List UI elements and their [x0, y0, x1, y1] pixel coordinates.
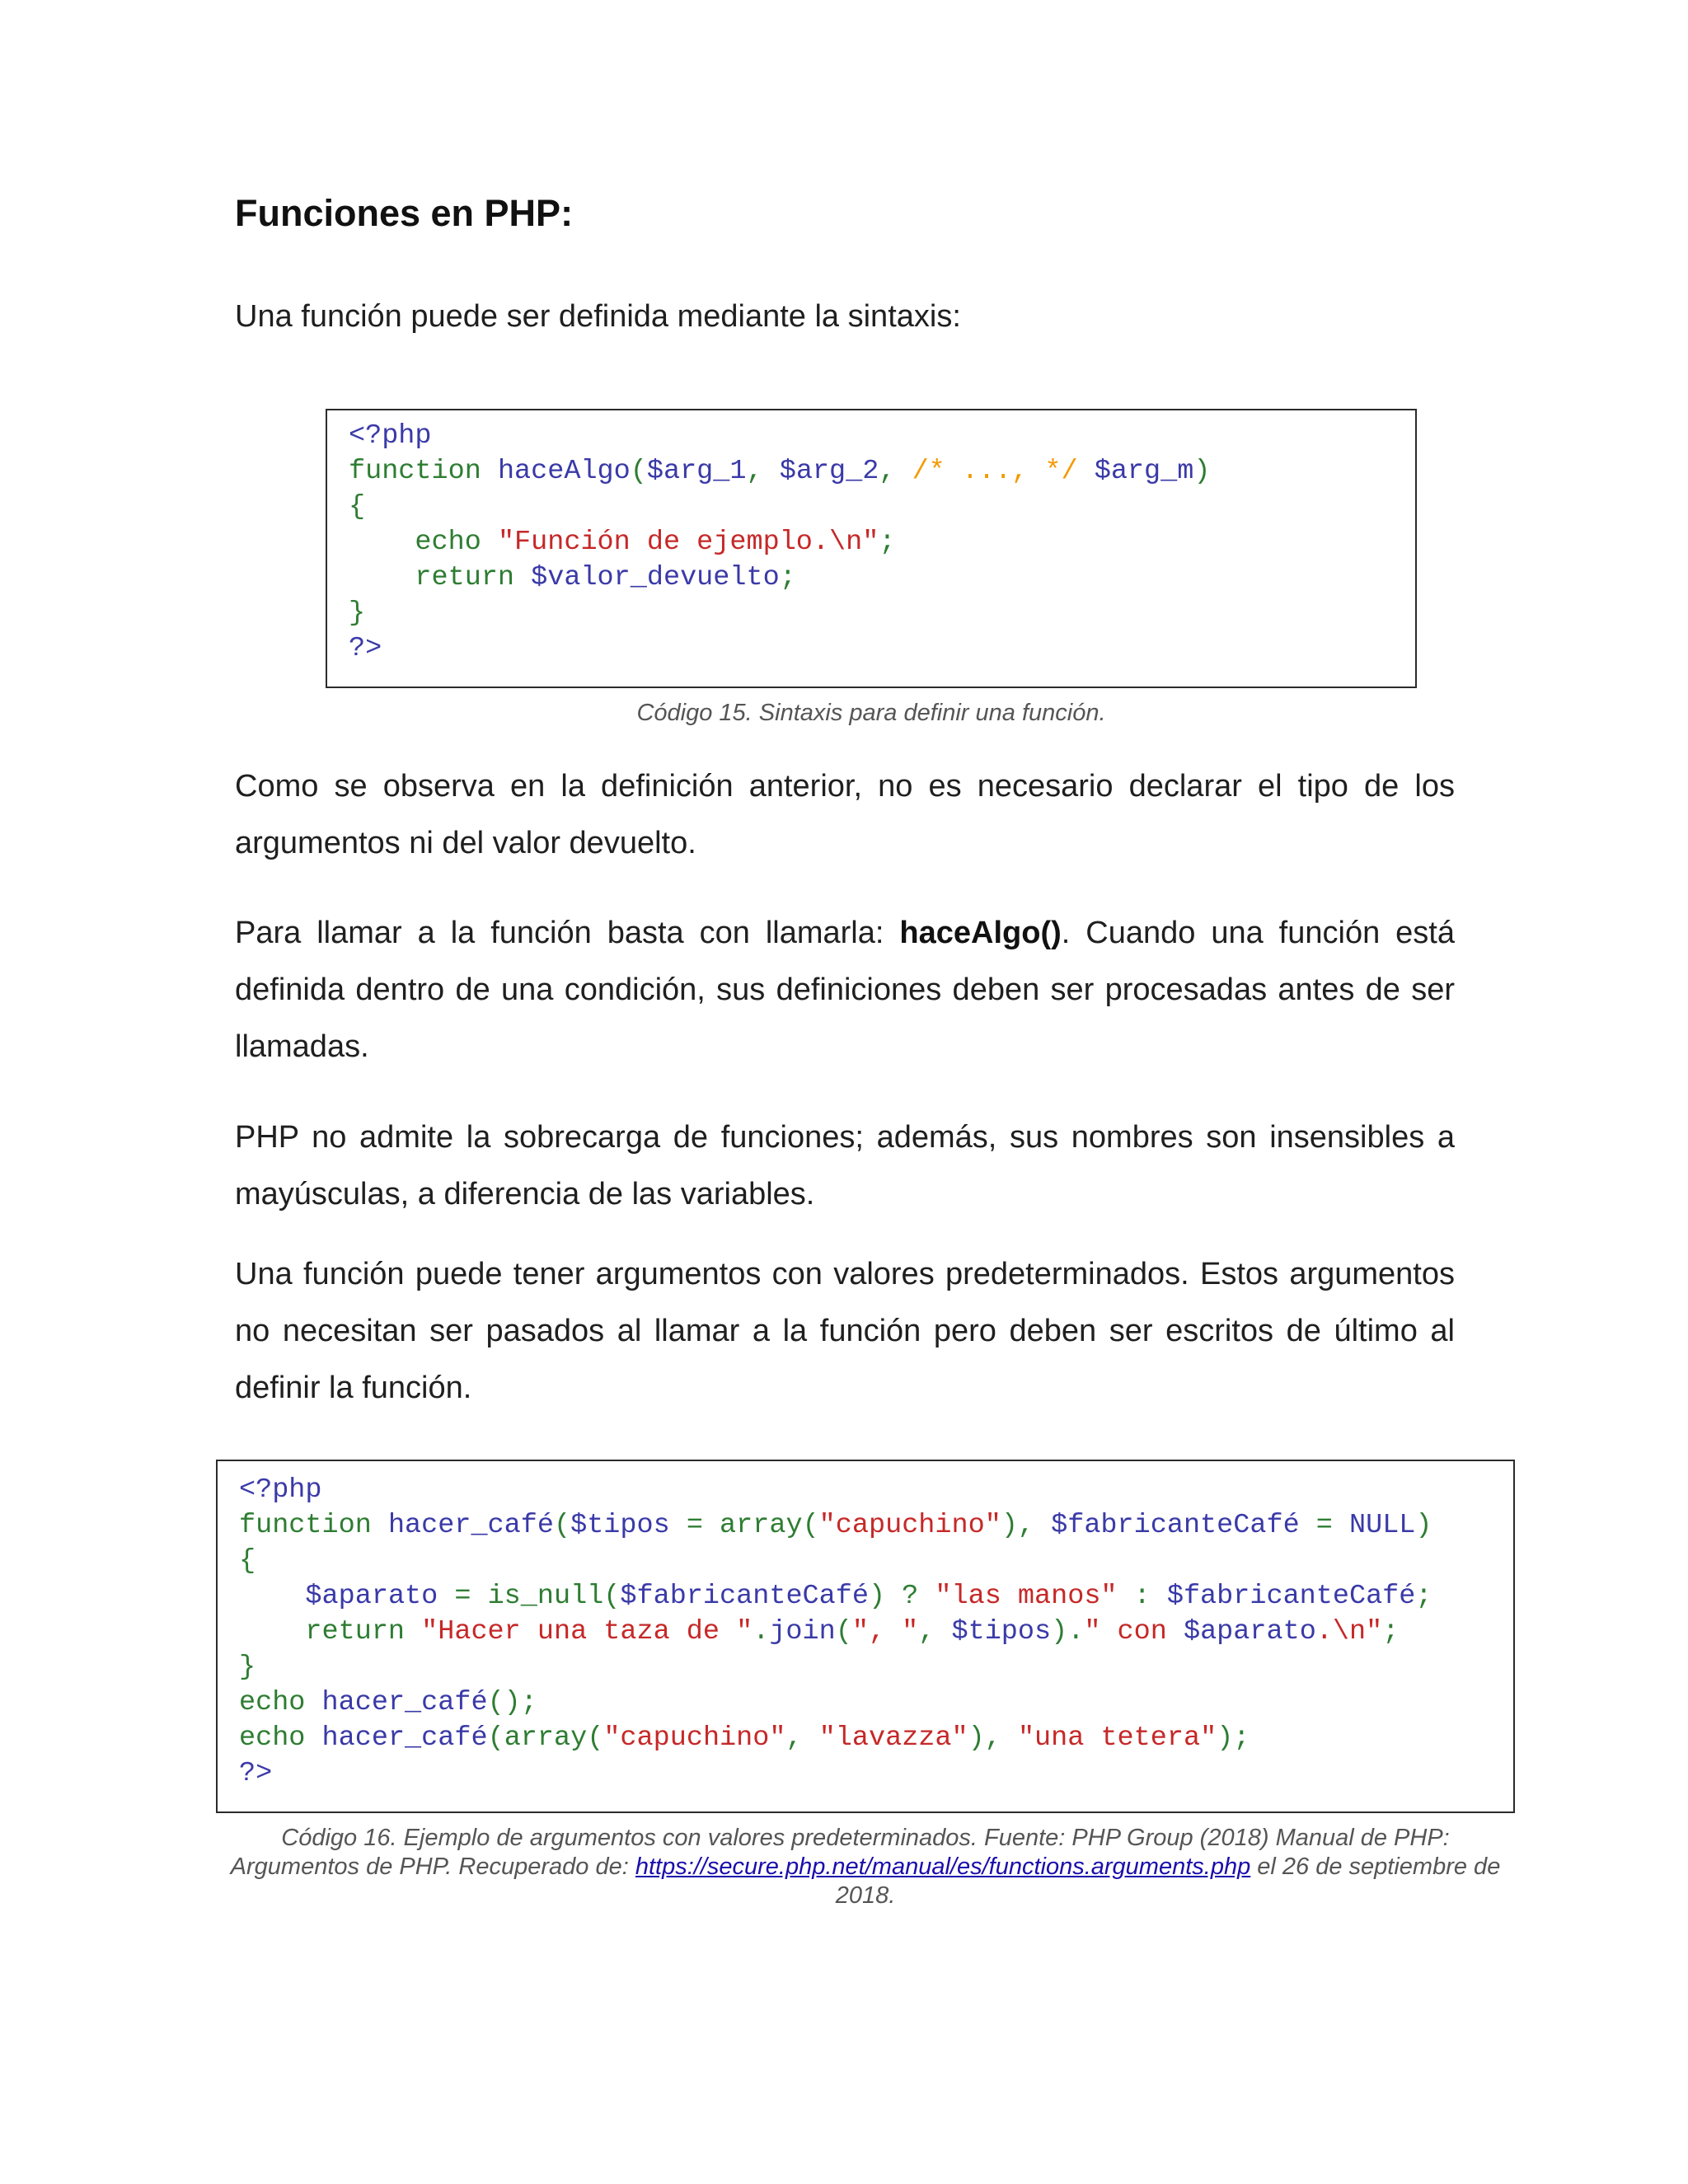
code-token: ( — [630, 456, 647, 487]
code-token: "capuchino" — [603, 1722, 786, 1754]
code-token: array — [504, 1722, 588, 1754]
code-token: return — [239, 1616, 422, 1647]
code-token: ", " — [851, 1616, 919, 1647]
code-15-text — [349, 419, 1415, 667]
code-token: ?> — [239, 1758, 273, 1789]
code-token: $tipos — [570, 1510, 670, 1541]
code-token — [239, 1581, 305, 1612]
code-token: "Hacer una taza de " — [421, 1616, 753, 1647]
code-token: NULL — [1349, 1510, 1416, 1541]
code-token: = — [438, 1581, 488, 1612]
code-token: $valor_devuelto — [531, 562, 780, 593]
code-token: is_null — [487, 1581, 604, 1612]
code-token: ; — [879, 527, 896, 558]
code-block-16 — [216, 1460, 1515, 1813]
code-token: ), — [968, 1722, 1018, 1754]
code-15-caption: Código 15. Sintaxis para definir una función. — [636, 700, 1106, 726]
code-token: ( — [802, 1510, 819, 1541]
code-token: array — [720, 1510, 803, 1541]
code-token: , — [785, 1722, 819, 1754]
code-token: ; — [779, 562, 796, 593]
code-token: ( — [603, 1581, 621, 1612]
code-token: ; — [1415, 1581, 1432, 1612]
code-token: ) — [1415, 1510, 1432, 1541]
code-token: } — [239, 1652, 256, 1683]
code-token: $fabricanteCafé — [620, 1581, 869, 1612]
section-heading: Funciones en PHP: — [235, 192, 574, 234]
paragraph-overloading: PHP no admite la sobrecarga de funciones; además, sus nombres son insensibles a mayúsculas, a diferencia de las variables. — [235, 1120, 1455, 1212]
code-token: "una tetera" — [1017, 1722, 1217, 1754]
code-token: echo — [239, 1722, 322, 1754]
code-token: , — [746, 456, 780, 487]
code-token: join — [769, 1616, 836, 1647]
code-token: (); — [487, 1687, 537, 1718]
intro-paragraph: Una función puede ser definida mediante la sintaxis: — [235, 299, 961, 334]
code-token: echo — [239, 1687, 322, 1718]
code-token — [1078, 456, 1095, 487]
code-token: return — [349, 562, 532, 593]
code-token: , — [879, 456, 912, 487]
code-token: function — [239, 1510, 388, 1541]
code-token: { — [239, 1545, 256, 1577]
code-token: haceAlgo — [497, 456, 631, 487]
code-token: . — [753, 1616, 770, 1647]
code-token: ; — [1382, 1616, 1400, 1647]
source-link[interactable]: https://secure.php.net/manual/es/functions.arguments.php — [635, 1854, 1251, 1880]
code-token: $aparato — [1183, 1616, 1316, 1647]
code-token: ( — [487, 1722, 504, 1754]
code-token: ( — [835, 1616, 852, 1647]
code-16-caption-text: Código 16. Ejemplo de argumentos con valores predeterminados. Fuente: PHP Group (2018) Manual de PHP: Argumentos de PHP. Recuperado de: — [230, 1825, 1450, 1880]
code-16-caption — [216, 1824, 1515, 1910]
code-token: ) ? — [868, 1581, 935, 1612]
code-token: { — [349, 491, 366, 523]
code-token: " con — [1084, 1616, 1184, 1647]
code-token: $arg_1 — [646, 456, 747, 487]
code-token: $arg_2 — [779, 456, 879, 487]
paragraph-calling-text-end: . Cuando una función está definida dentro de una condición, sus definiciones deben ser procesadas antes de ser llamadas. — [235, 916, 1455, 1064]
code-token: ). — [1051, 1616, 1085, 1647]
code-token: $fabricanteCafé — [1166, 1581, 1416, 1612]
code-token: echo — [349, 527, 498, 558]
code-token: = — [669, 1510, 720, 1541]
code-token: ); — [1217, 1722, 1250, 1754]
paragraph-calling — [235, 905, 1455, 1076]
code-16-text — [239, 1473, 1513, 1792]
code-token: hacer_café — [321, 1687, 488, 1718]
code-token: function — [349, 456, 498, 487]
code-16-caption-date: el 26 de septiembre de 2018. — [835, 1854, 1501, 1909]
function-call-example: haceAlgo() — [899, 916, 1062, 950]
code-token: hacer_café — [387, 1510, 554, 1541]
code-token: ), — [1001, 1510, 1052, 1541]
code-token: $tipos — [951, 1616, 1052, 1647]
code-token: <?php — [239, 1474, 322, 1506]
code-token: ( — [587, 1722, 604, 1754]
code-block-15 — [326, 409, 1417, 688]
code-token: ) — [1193, 456, 1211, 487]
paragraph-types: Como se observa en la definición anterior, no es necesario declarar el tipo de los argumentos ni del valor devuelto. — [235, 769, 1455, 860]
code-token: "las manos" — [935, 1581, 1118, 1612]
code-token: /* ..., */ — [912, 456, 1078, 487]
code-token: } — [349, 598, 366, 629]
code-token: = — [1299, 1510, 1349, 1541]
code-token: , — [918, 1616, 952, 1647]
code-token: : — [1117, 1581, 1167, 1612]
code-token: .\n" — [1315, 1616, 1383, 1647]
code-token: "capuchino" — [818, 1510, 1001, 1541]
code-token: "Función de ejemplo.\n" — [497, 527, 879, 558]
code-token: hacer_café — [321, 1722, 488, 1754]
code-token: $aparato — [305, 1581, 438, 1612]
paragraph-default-args: Una función puede tener argumentos con valores predeterminados. Estos argumentos no necesitan ser pasados al llamar a la función pero deben ser escritos de último al definir la función. — [235, 1257, 1455, 1405]
code-token: $fabricanteCafé — [1051, 1510, 1300, 1541]
paragraph-calling-text-start: Para llamar a la función basta con llamarla: — [235, 916, 900, 950]
code-token: ?> — [349, 633, 382, 664]
code-token: "lavazza" — [818, 1722, 968, 1754]
code-token: $arg_m — [1094, 456, 1194, 487]
code-token: <?php — [349, 420, 432, 452]
code-token: ( — [553, 1510, 571, 1541]
